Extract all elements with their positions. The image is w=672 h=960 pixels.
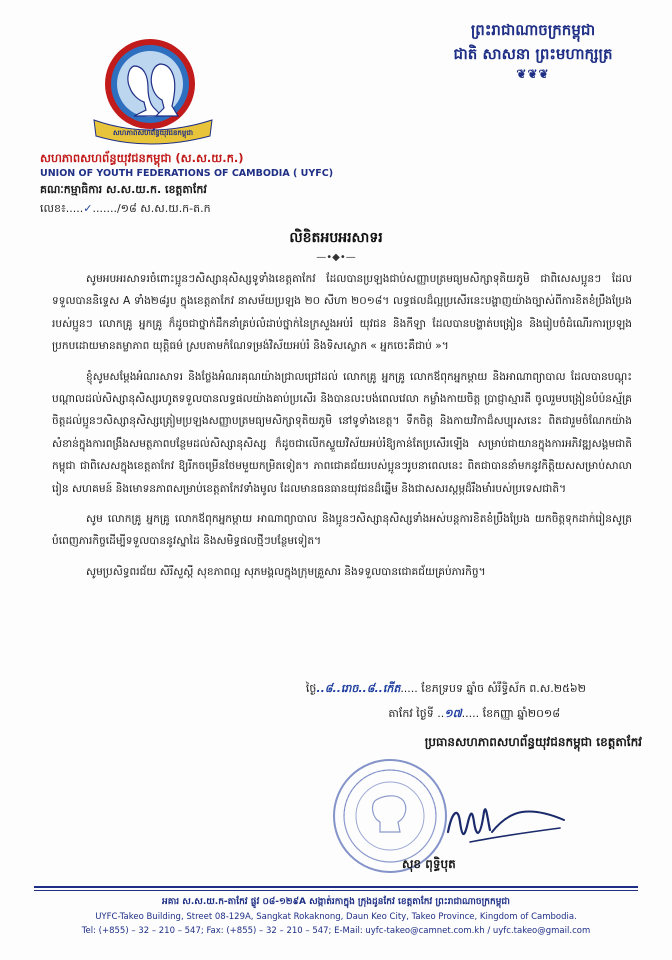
solar-date-hand: ១៧	[444, 707, 462, 720]
lunar-date-prefix: ថ្ងៃ	[305, 682, 317, 695]
letter-body	[52, 268, 632, 591]
footer-contacts: Tel: (+855) – 32 – 210 – 547; Fax: (+855) – 32 – 210 – 547; E-Mail: uyfc-takeo@camnet.com.kh / uyfc.takeo@gmail.com	[81, 926, 591, 936]
paragraph-1: សូមអបអរសាទរចំពោះប្អូនៗសិស្សានុសិស្សទូទាំងខេត្តតាកែវ ដែលបានប្រឡងជាប់សញ្ញាបត្រមធ្យមសិក្សាទុតិយភូមិ ជាពិសេសប្អូនៗ ដែលទទួលបាននិទ្ទេស A ទាំង២៨រូប ក្នុងខេត្តតាកែវ នាសម័យប្រឡង ២០ សីហា ២០១៨។ លទ្ធផលដ៏ល្អប្រសើរនេះបង្ហាញយ៉ាងច្បាស់ពីការខិតខំប្រឹងប្រែងរបស់ប្អូនៗ លោកគ្រូ អ្នកគ្រូ ក៏ដូចជាថ្នាក់ដឹកនាំគ្រប់លំដាប់ថ្នាក់នៃក្រសួងអប់រំ យុវជន និងកីឡា ដែលបានបង្ហាត់បង្រៀន និងរៀបចំដំណើរការប្រឡងប្រកបដោយមានតម្លាភាព យុត្តិធម៌ ស្របតាមកំណែទម្រង់វិស័យអប់រំ និងទិសស្លោក « អ្នកចេះគឺជាប់ »។	[52, 273, 632, 353]
reference-number	[40, 199, 360, 219]
lunar-date	[306, 682, 586, 698]
kingdom-line: ព្រះរាជាណាចក្រកម្ពុជា	[470, 21, 596, 39]
motto-line: ជាតិ សាសនា ព្រះមហាក្សត្រ	[453, 45, 613, 63]
logo-caption: សហភាពសហព័ន្ធយុវជនកម្ពុជា	[113, 129, 193, 137]
org-name-en: UNION OF YOUTH FEDERATIONS OF CAMBODIA ( UYFC)	[40, 168, 334, 179]
paragraph-2: ខ្ញុំសូមសម្តែងអំណរសាទរ និងថ្លែងអំណរគុណយ៉ាងជ្រាលជ្រៅដល់ លោកគ្រូ អ្នកគ្រូ លោកឪពុកអ្នកម្តាយ និងអាណាព្យាបាល ដែលបានបណ្តុះបណ្តាលដល់សិស្សានុសិស្សរហូតទទួលបានលទ្ធផលយ៉ាងគាប់ប្រសើរ និងបានលះបង់ពេលវេលា កម្លាំងកាយចិត្ត ប្រាជ្ញាស្មារតី ចូលរួមបង្រៀនបំប៉នស្ម័គ្រចិត្តដល់ប្អូនៗសិស្សានុសិស្សត្រៀមប្រឡងសញ្ញាបត្រមធ្យមសិក្សាទុតិយភូមិ នៅទូទាំងខេត្ត។ ទឹកចិត្ត និងកាយវិកាដ៏សប្បុរសនេះ ពិតជារួមចំណែកយ៉ាងសំខាន់ក្នុងការពង្រឹងសមត្ថភាពបន្ថែមដល់សិស្សានុសិស្ស ក៏ដូចជាលើកស្ទួយវិស័យអប់រំឱ្យកាន់តែប្រសើរឡើង សម្រាប់ជាយានក្នុងការអភិវឌ្ឍសង្គមជាតិកម្ពុជា ជាពិសេសក្នុងខេត្តតាកែវ ឱ្យរីកចម្រើនថែមមួយកម្រិតទៀត។ ភាពជោគជ័យរបស់ប្អូនៗរូបនាពេលនេះ ពិតជាបាននាំមកនូវកិត្តិយសសម្រាប់សាលារៀន សហគមន៍ និងមោទនភាពសម្រាប់ខេត្តតាកែវទាំងមូល ដែលមានធនធានយុវជនដ៏ឆ្នើម និងជាសសរស្តម្ភដ៏រឹងមាំរបស់ប្រទេសជាតិ។	[52, 370, 632, 495]
footer-address-en: UYFC-Takeo Building, Street 08-129A, Sangkat Rokaknong, Daun Keo City, Takeo Province, Kingdom of Cambodia.	[95, 912, 577, 922]
stamp-faces-icon	[373, 796, 406, 832]
title-ornament: —•◆•—	[316, 252, 356, 263]
ref-prefix: លេខ៖.....	[40, 202, 84, 215]
lunar-date-hand: ..៨..រោច..៨..កើត	[316, 682, 401, 695]
org-name-kh: សហភាពសហព័ន្ធយុវជនកម្ពុជា (ស.ស.យ.ក.)	[40, 151, 244, 165]
footer-address-kh: អគារ ស.ស.យ.ក-តាកែវ ផ្លូវ ០៨-១២៩A សង្កាត់រកាក្នុង ក្រុងដូនកែវ ខេត្តតាកែវ ព្រះរាជាណាចក្រកម្ពុជា	[161, 897, 510, 907]
ref-suffix: ......./១៨ ស.ស.យ.ក-ត.ក	[92, 202, 211, 215]
footer-rule-thin	[34, 890, 638, 891]
org-department: គណៈកម្មាធិការ ស.ស.យ.ក. ខេត្តតាកែវ	[40, 183, 207, 196]
header-ornament: ❦❦❦	[516, 67, 550, 81]
paragraph-3: សូម លោកគ្រូ អ្នកគ្រូ លោកឪពុកអ្នកម្តាយ អាណាព្យាបាល និងប្អូនៗសិស្សានុសិស្សទាំងអស់បន្តការខិតខំប្រឹងប្រែង យកចិត្តទុកដាក់រៀនសូត្រ បំពេញភារកិច្ចដើម្បីទទួលបាននូវស្នាដៃ និងសមិទ្ធផលថ្មីៗបន្ថែមទៀត។	[52, 513, 632, 548]
signatory-title: ប្រធានសហភាពសហព័ន្ធយុវជនកម្ពុជា ខេត្តតាកែវ	[424, 735, 642, 749]
organization-block	[40, 150, 360, 219]
signature	[440, 792, 570, 862]
solar-date-suffix: ..... ខែកញ្ញា ឆ្នាំ២០១៨	[461, 707, 560, 720]
paragraph-4: សូមប្រសិទ្ធពរជ័យ សិរីសួស្តី សុខភាពល្អ សុភមង្គលក្នុងក្រុមគ្រួសារ និងទទួលបានជោគជ័យគ្រប់ភារកិច្ច។	[86, 565, 486, 578]
solar-date	[388, 707, 560, 723]
footer-rule-thick	[34, 886, 638, 888]
lunar-date-suffix: ..... ខែភទ្របទ ឆ្នាំច សំរឹទ្ធិស័ក ព.ស.២៥៦២	[400, 682, 586, 695]
ref-number: ✓	[83, 202, 93, 215]
solar-date-prefix: តាកែវ ថ្ងៃទី ..	[388, 707, 445, 720]
royal-header	[428, 18, 638, 82]
letter-title: លិខិតអបអរសាទរ	[289, 230, 383, 246]
uyfc-logo	[88, 36, 218, 148]
signatory-name: សុខ ពុទ្ធិបុត	[402, 857, 456, 871]
